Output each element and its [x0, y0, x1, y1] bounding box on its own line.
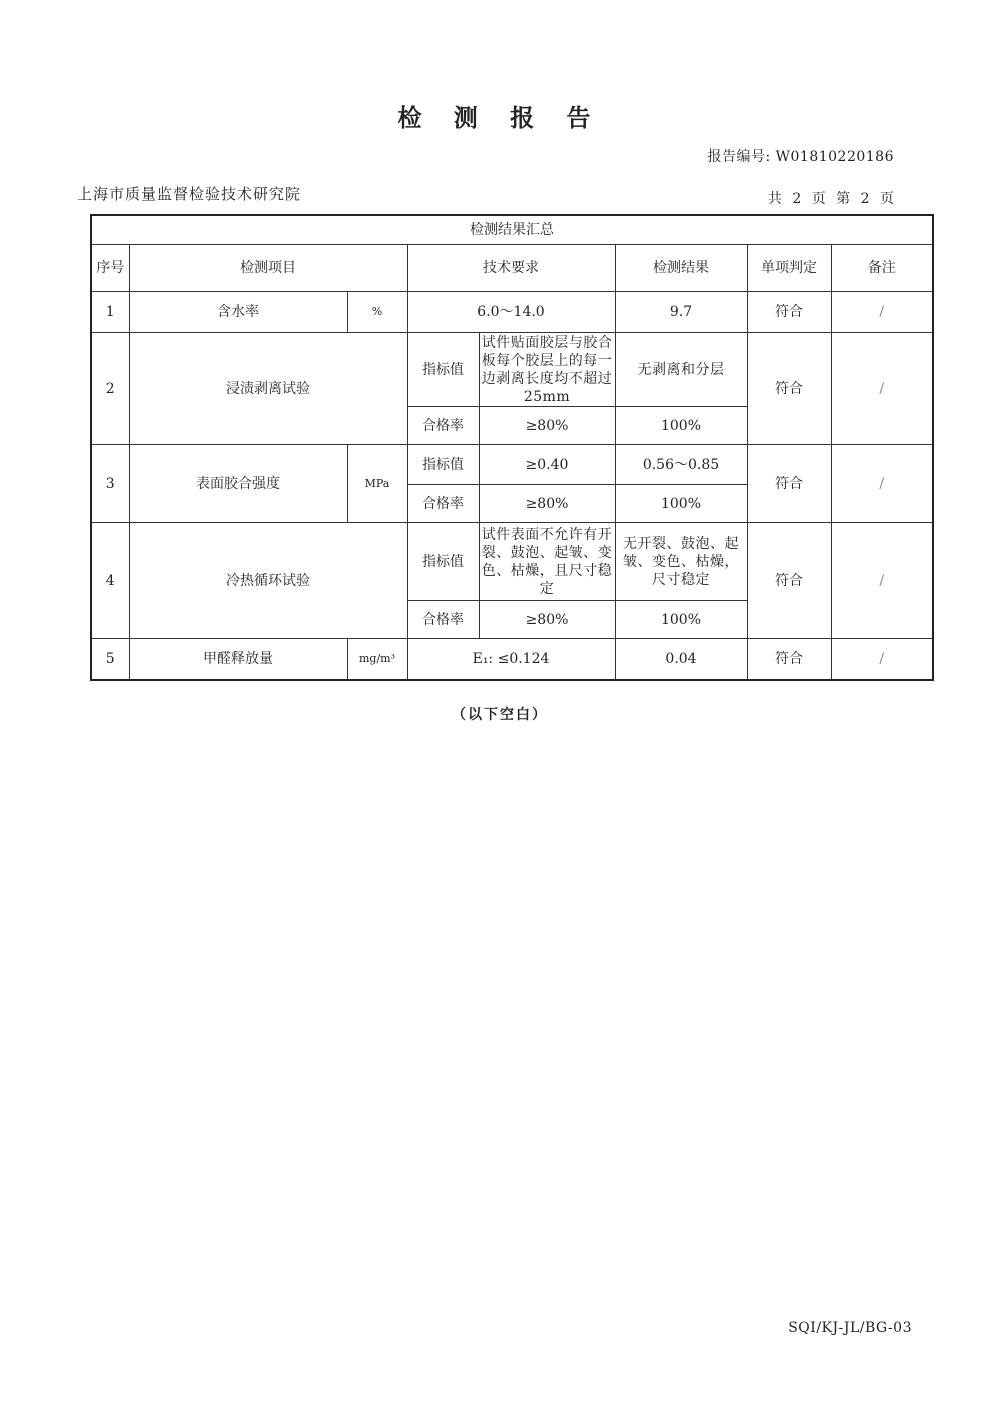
row-result: 无开裂、鼓泡、起皱、变色、枯燥，尺寸稳定: [615, 523, 747, 601]
table-caption: 检测结果汇总: [91, 215, 933, 245]
table-row: [91, 333, 933, 407]
row-remark: /: [831, 639, 933, 681]
row-judgement: 符合: [747, 639, 831, 681]
header-remark: 备注: [831, 245, 933, 292]
row-unit: mg/m³: [347, 639, 407, 681]
sub-label: 合格率: [407, 407, 479, 445]
row-result: 100%: [615, 407, 747, 445]
row-result: 9.7: [615, 292, 747, 333]
row-result: 无剥离和分层: [615, 333, 747, 407]
row-judgement: 符合: [747, 333, 831, 445]
sub-label: 指标值: [407, 445, 479, 485]
row-seq: 3: [91, 445, 129, 523]
row-unit: %: [347, 292, 407, 333]
table-row: [91, 639, 933, 681]
row-seq: 4: [91, 523, 129, 639]
table-row: [91, 523, 933, 601]
row-remark: /: [831, 292, 933, 333]
sub-label: 合格率: [407, 485, 479, 523]
document-code: SQI/KJ-JL/BG-03: [788, 1320, 912, 1336]
row-requirement: ≥0.40: [479, 445, 615, 485]
row-result: 100%: [615, 485, 747, 523]
results-summary-table: [90, 214, 934, 681]
row-result: 100%: [615, 601, 747, 639]
blank-below-note: （以下空白）: [452, 707, 548, 723]
header-item: 检测项目: [129, 245, 407, 292]
row-seq: 1: [91, 292, 129, 333]
page-info: 共 2 页 第 2 页: [767, 191, 894, 207]
row-seq: 2: [91, 333, 129, 445]
header-requirement: 技术要求: [407, 245, 615, 292]
sub-label: 指标值: [407, 523, 479, 601]
sub-label: 合格率: [407, 601, 479, 639]
row-result: 0.56～0.85: [615, 445, 747, 485]
row-item: 冷热循环试验: [129, 523, 407, 639]
row-remark: /: [831, 333, 933, 445]
row-requirement: 试件贴面胶层与胶合板每个胶层上的每一边剥离长度均不超过25mm: [479, 333, 615, 407]
table-row: [91, 292, 933, 333]
row-requirement: 6.0～14.0: [407, 292, 615, 333]
row-unit: MPa: [347, 445, 407, 523]
row-item: 浸渍剥离试验: [129, 333, 407, 445]
sub-label: 指标值: [407, 333, 479, 407]
report-title: 检 测 报 告: [397, 104, 603, 132]
row-item: 表面胶合强度: [129, 445, 347, 523]
row-requirement: E₁: ≤0.124: [407, 639, 615, 681]
table-row: [91, 445, 933, 485]
row-requirement: ≥80%: [479, 485, 615, 523]
row-remark: /: [831, 523, 933, 639]
row-judgement: 符合: [747, 445, 831, 523]
row-requirement: ≥80%: [479, 601, 615, 639]
header-seq: 序号: [91, 245, 129, 292]
row-requirement: ≥80%: [479, 407, 615, 445]
header-judgement: 单项判定: [747, 245, 831, 292]
row-requirement: 试件表面不允许有开裂、鼓泡、起皱、变色、枯燥，且尺寸稳定: [479, 523, 615, 601]
row-judgement: 符合: [747, 292, 831, 333]
row-seq: 5: [91, 639, 129, 681]
row-judgement: 符合: [747, 523, 831, 639]
header-result: 检测结果: [615, 245, 747, 292]
row-item: 含水率: [129, 292, 347, 333]
report-number: 报告编号: W01810220186: [707, 149, 894, 165]
row-item: 甲醛释放量: [129, 639, 347, 681]
row-remark: /: [831, 445, 933, 523]
institute-name: 上海市质量监督检验技术研究院: [77, 185, 302, 203]
row-result: 0.04: [615, 639, 747, 681]
